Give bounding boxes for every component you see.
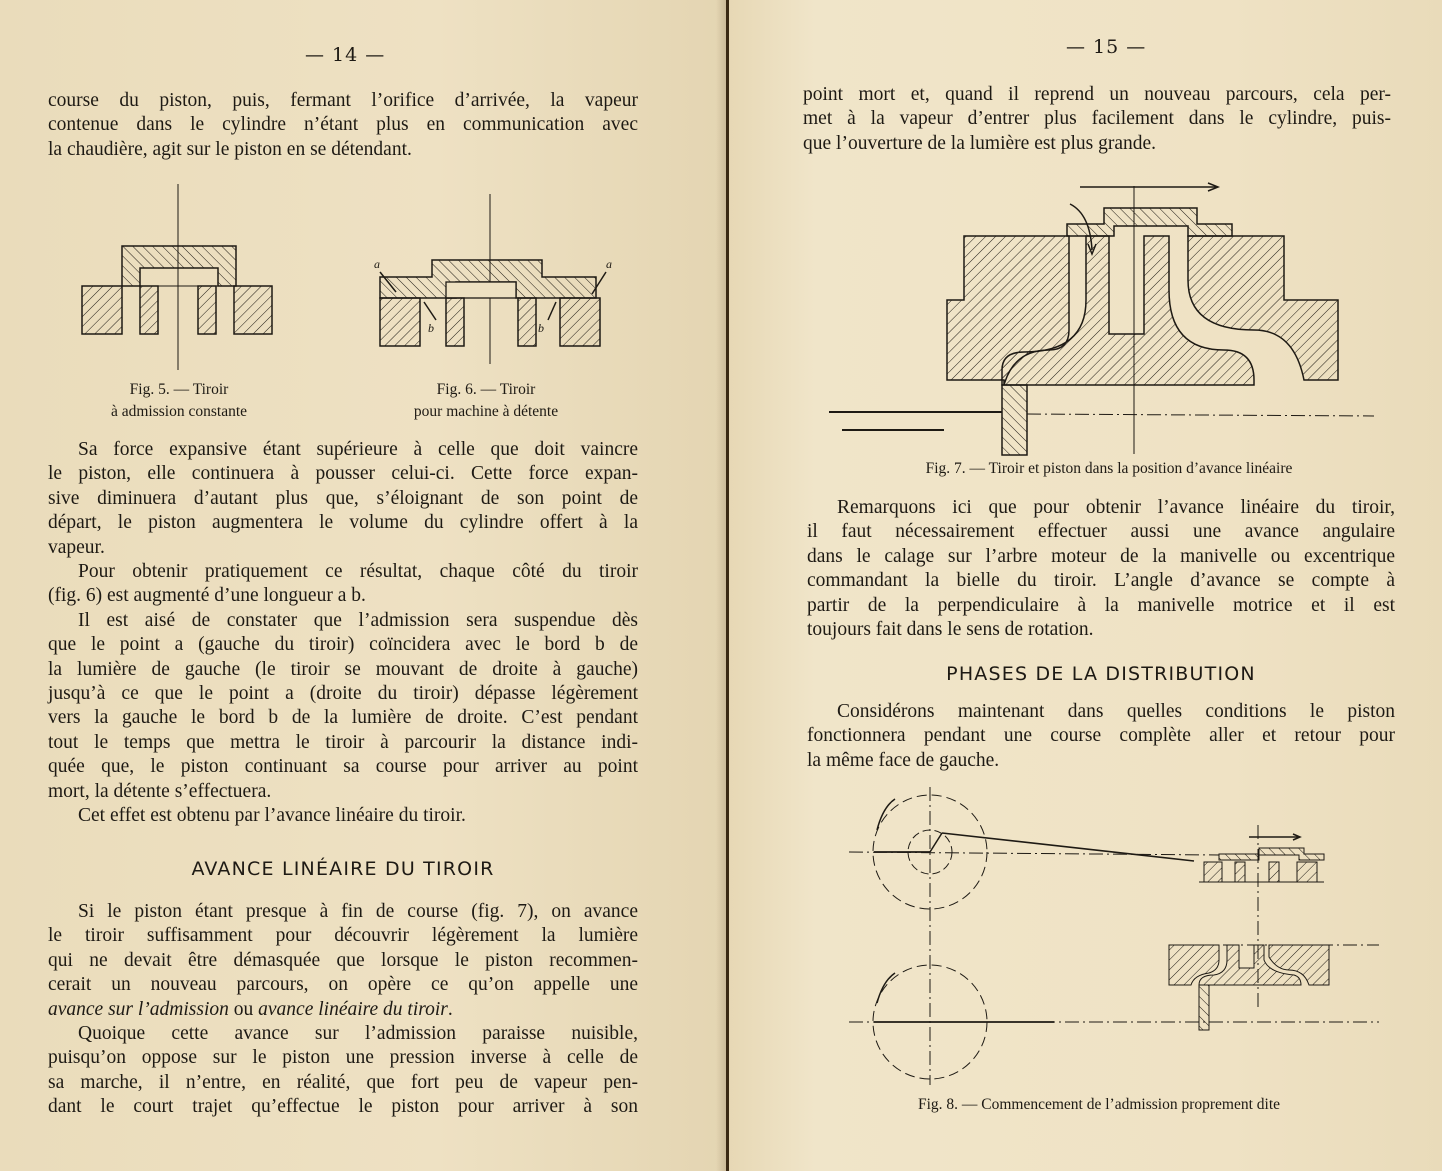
caption-line: Fig. 6. — Tiroir [436, 381, 536, 398]
port-block [1269, 862, 1279, 882]
text-line: il faut nécessairement effectuer aussi une avance angulaire [807, 521, 1395, 543]
paragraph-phases-intro [807, 700, 1395, 773]
port-block [518, 298, 536, 346]
text-line: tout le temps que mettra le tiroir à parcourir la distance indi- [48, 731, 638, 753]
text-line: cerait un nouveau parcours, on opère ce qu’on appelle une [48, 974, 638, 996]
text-line: vapeur. [48, 536, 105, 558]
paragraph-linear-lead [48, 900, 638, 1120]
text-line: fonctionnera pendant une course complète aller et retour pour [807, 725, 1395, 747]
label-a-right: a [606, 257, 612, 271]
label-b-right: b [538, 321, 544, 335]
section-heading: AVANCE LINÉAIRE DU TIROIR [191, 858, 495, 880]
paragraph-continuation [803, 83, 1391, 156]
page-number: — 15 — [1066, 36, 1147, 58]
piston-rod [1002, 385, 1027, 455]
text-line: Quoique cette avance sur l’admission paraisse nuisible, [78, 1023, 638, 1045]
port-block [234, 286, 272, 334]
text-line: (fig. 6) est augmenté d’une longueur a b. [48, 585, 366, 607]
port-block [1235, 862, 1245, 882]
figure-5-slide-valve-diagram [78, 182, 278, 372]
text-line: qui ne devait être démasquée que lorsque le piston recommen- [48, 949, 638, 971]
text-line: point mort et, quand il reprend un nouveau parcours, cela per- [803, 84, 1391, 105]
figure-7-caption: Fig. 7. — Tiroir et piston dans la position d’avance linéaire [925, 460, 1293, 477]
text-line: Sa force expansive étant supérieure à celle que doit vaincre [78, 439, 638, 460]
valve-shape [122, 246, 236, 286]
text-line: contenue dans le cylindre n’étant plus en communication avec [48, 114, 638, 136]
text-line: met à la vapeur d’entrer plus facilement dans le cylindre, puis- [803, 108, 1391, 130]
figure-8-admission-diagram [839, 785, 1399, 1090]
figure-5-caption [84, 379, 274, 423]
port-block [82, 286, 122, 334]
figure-6-expansion-valve-diagram [370, 182, 620, 372]
text-line: commandant la bielle du tiroir. L’angle d’avance se compte à [807, 570, 1395, 592]
text-line: le tiroir suffisamment pour découvrir légèrement la lumière [48, 925, 638, 947]
port-block [140, 286, 158, 334]
text-line: dant le court trajet qu’effectue le piston pour arriver à son [48, 1096, 638, 1118]
text-line [48, 998, 638, 1022]
text-line: Pour obtenir pratiquement ce résultat, chaque côté du tiroir [78, 561, 638, 583]
port-block [1297, 862, 1317, 882]
paragraph-angular-lead [807, 496, 1395, 642]
label-a-left: a [374, 257, 380, 271]
text-line: jusqu’à ce que le point a (droite du tiroir) dépasse légèrement [48, 683, 638, 705]
gutter-shadow [716, 0, 726, 1171]
text-line: Si le piston étant presque à fin de course (fig. 7), on avance [78, 901, 638, 922]
caption-line: à admission constante [110, 403, 248, 420]
caption-line: Fig. 5. — Tiroir [129, 381, 229, 398]
text-line: puisqu’on oppose sur le piston une pression inverse à celle de [48, 1047, 638, 1069]
text-line: mort, la détente s’effectuera. [48, 780, 272, 802]
caption-line: pour machine à détente [413, 403, 559, 420]
text-line: la lumière de gauche (le tiroir se mouvant de droite à gauche) [48, 658, 638, 680]
port-block [198, 286, 216, 334]
text-line: dans le calage sur l’arbre moteur de la manivelle ou excentrique [807, 545, 1395, 567]
port-block [1204, 862, 1222, 882]
piston-rod [1199, 985, 1209, 1030]
paragraph-expansive-force [48, 438, 638, 829]
text-fragment: ou [228, 998, 259, 1020]
italic-term: avance linéaire du tiroir [258, 998, 448, 1020]
text-line: la même face de gauche. [807, 749, 1000, 771]
text-line: sive diminuera d’autant plus que, s’éloignant de son point de [48, 487, 638, 509]
text-fragment: . [447, 998, 453, 1020]
port-block [380, 298, 420, 346]
port-block [560, 298, 600, 346]
port-block [446, 298, 464, 346]
text-line: Il est aisé de constater que l’admission sera suspendue dès [78, 609, 638, 631]
label-b-left: b [428, 321, 434, 335]
italic-term: avance sur l’admission [48, 998, 229, 1020]
text-line: le piston, elle continuera à pousser celui-ci. Cette force expan- [48, 463, 638, 485]
figure-6-caption [376, 379, 596, 423]
text-line: que l’ouverture de la lumière est plus grande. [803, 132, 1157, 154]
text-line: Cet effet est obtenu par l’avance linéaire du tiroir. [78, 805, 466, 827]
text-line: quée que, le piston continuant sa course pour arriver au point [48, 756, 638, 778]
figure-8-caption: Fig. 8. — Commencement de l’admission proprement dite [917, 1096, 1281, 1113]
text-line: sa marche, il n’entre, en réalité, que fort peu de vapeur pen- [48, 1071, 638, 1093]
text-line: la chaudière, agit sur le piston en se détendant. [48, 138, 412, 160]
text-line: départ, le piston augmentera le volume du cylindre offert à la [48, 512, 638, 534]
text-line: que le point a (gauche du tiroir) coïncidera avec le bord b de [48, 634, 638, 656]
page-number: — 14 — [305, 44, 386, 66]
section-heading: PHASES DE LA DISTRIBUTION [946, 663, 1256, 685]
figure-7-valve-piston-diagram [824, 180, 1384, 460]
paragraph-continuation [48, 89, 638, 162]
valve-shape [1219, 848, 1324, 860]
text-line: toujours fait dans le sens de rotation. [807, 619, 1094, 641]
right-page [729, 0, 1442, 1171]
text-line: partir de la perpendiculaire à la manivelle motrice et il est [807, 594, 1395, 616]
text-line: Considérons maintenant dans quelles conditions le piston [837, 701, 1395, 722]
text-line: Remarquons ici que pour obtenir l’avance linéaire du tiroir, [837, 497, 1395, 518]
text-line: vers la gauche le bord b de la lumière de droite. C’est pendant [48, 707, 638, 729]
text-line: course du piston, puis, fermant l’orifice d’arrivée, la vapeur [48, 90, 638, 111]
valve-shape [1067, 208, 1232, 236]
